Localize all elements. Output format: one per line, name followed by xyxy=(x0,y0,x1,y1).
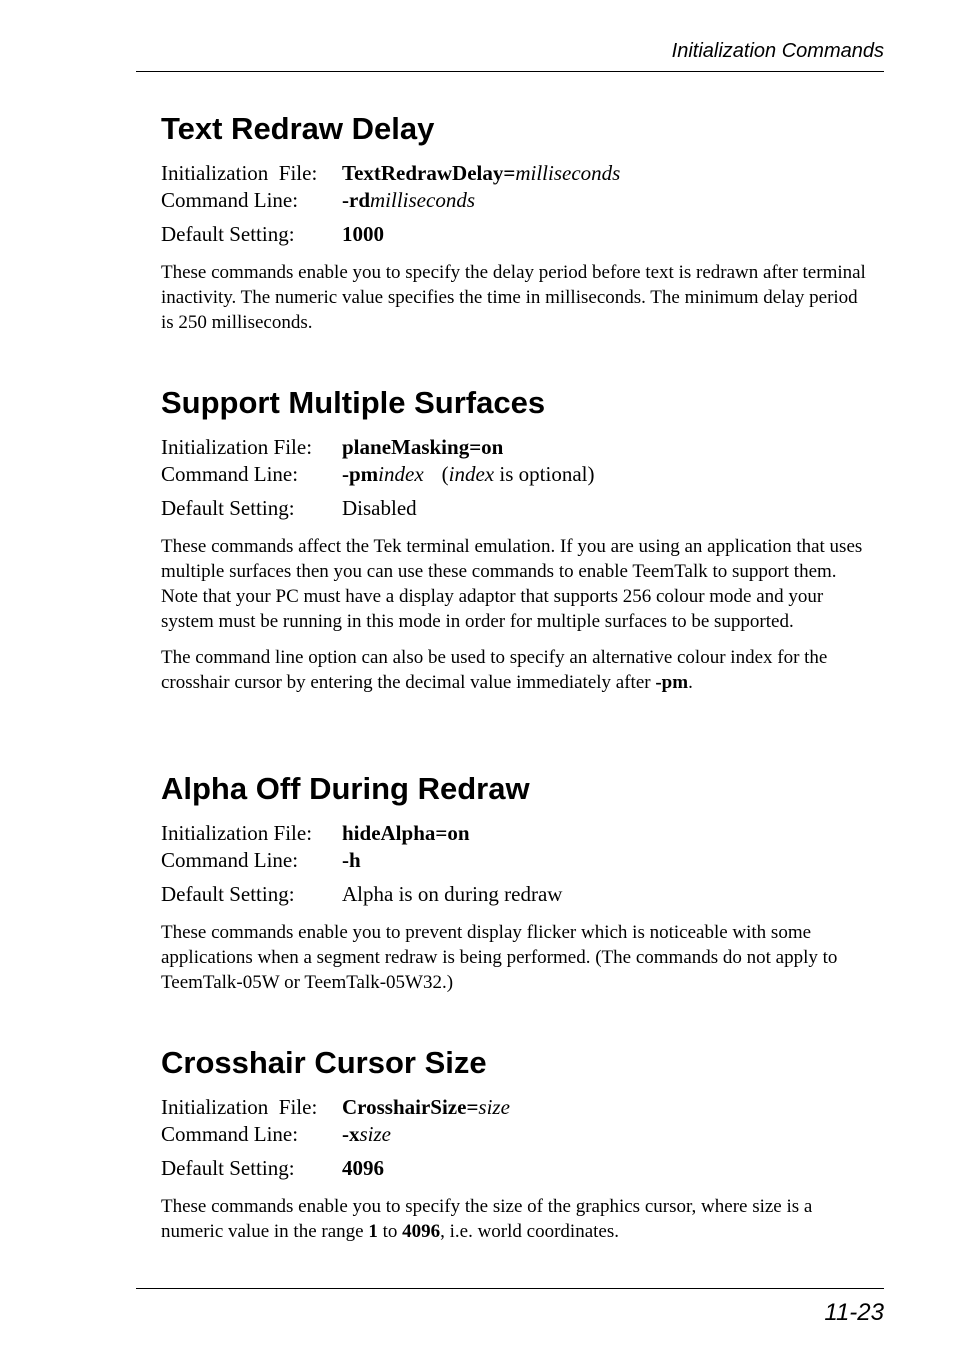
default-setting-label: Default Setting: xyxy=(161,882,295,906)
command-line-switch: -h xyxy=(342,848,361,872)
command-line-param: milliseconds xyxy=(370,188,475,212)
paragraph-connector: to xyxy=(377,1221,403,1242)
command-line-switch: -pm xyxy=(342,462,379,486)
default-setting-value: Disabled xyxy=(342,496,417,520)
init-file-row xyxy=(161,1094,871,1121)
default-setting-row xyxy=(161,495,871,522)
default-setting-row xyxy=(161,221,871,248)
init-file-label: Initialization File: xyxy=(161,161,318,185)
init-file-value xyxy=(342,434,503,461)
paragraph-end: , i.e. world coordinates. xyxy=(440,1221,619,1242)
description-paragraph-2 xyxy=(161,645,871,695)
init-file-value xyxy=(342,160,620,187)
command-line-note-param: index xyxy=(448,462,495,486)
init-file-value xyxy=(342,1094,510,1121)
init-file-row xyxy=(161,160,871,187)
init-file-value xyxy=(342,820,470,847)
command-line-switch: -x xyxy=(342,1122,360,1146)
command-line-label: Command Line: xyxy=(161,188,299,212)
default-setting-row xyxy=(161,1155,871,1182)
description-paragraph: These commands enable you to prevent display flicker which is noticeable with some applications when a segment redraw is being performed. (The commands do not apply to TeemTalk-05W or TeemTalk-05W32.) xyxy=(161,922,838,993)
range-min: 1 xyxy=(368,1221,378,1242)
init-file-keyword: TextRedrawDelay= xyxy=(342,161,516,185)
command-line-value xyxy=(342,461,594,488)
command-line-note-text: is optional) xyxy=(494,462,595,486)
command-line-param: index xyxy=(378,462,424,486)
section-title: Text Redraw Delay xyxy=(161,111,435,146)
default-setting-value xyxy=(342,221,384,248)
init-file-keyword: hideAlpha=on xyxy=(342,821,470,845)
footer-rule xyxy=(136,1288,884,1289)
command-line-row xyxy=(161,187,871,214)
command-line-label: Command Line: xyxy=(161,462,299,486)
init-file-label: Initialization File: xyxy=(161,435,313,459)
command-line-param: size xyxy=(359,1122,391,1146)
command-line-value xyxy=(342,1121,391,1148)
section-title: Crosshair Cursor Size xyxy=(161,1045,487,1080)
init-file-param: size xyxy=(478,1095,510,1119)
paragraph-text: These commands enable you to specify the size of the graphics cursor, where size is a numeric value in the range xyxy=(161,1196,813,1242)
description-paragraph xyxy=(161,1194,871,1244)
description-paragraph: These commands affect the Tek terminal emulation. If you are using an application that uses multiple surfaces then you can use these commands to enable TeemTalk to support them. Note that your PC must have a display adaptor that supports 256 colour mode and your system must be running in this mode in order for multiple surfaces to be supported. xyxy=(161,536,863,632)
init-file-keyword: planeMasking=on xyxy=(342,435,504,459)
init-file-label: Initialization File: xyxy=(161,1095,318,1119)
init-file-param: milliseconds xyxy=(515,161,621,185)
command-line-switch: -rd xyxy=(342,188,370,212)
default-setting-label: Default Setting: xyxy=(161,1156,295,1180)
default-setting-value xyxy=(342,1155,384,1182)
command-line-value xyxy=(342,847,361,874)
default-setting-text: 1000 xyxy=(342,222,384,246)
command-line-row xyxy=(161,461,871,488)
header-rule xyxy=(136,71,884,72)
command-line-value xyxy=(342,187,475,214)
section-text-redraw-delay xyxy=(161,111,871,335)
init-file-keyword: CrosshairSize= xyxy=(342,1095,479,1119)
default-setting-label: Default Setting: xyxy=(161,222,295,246)
command-line-row xyxy=(161,1121,871,1148)
section-title: Support Multiple Surfaces xyxy=(161,385,546,420)
section-support-multiple-surfaces xyxy=(161,385,871,695)
default-setting-text: 4096 xyxy=(342,1156,384,1180)
command-line-label: Command Line: xyxy=(161,1122,299,1146)
command-line-note-open: ( xyxy=(441,462,449,486)
init-file-row xyxy=(161,820,871,847)
default-setting-row xyxy=(161,881,871,908)
command-line-label: Command Line: xyxy=(161,848,299,872)
running-header: Initialization Commands xyxy=(671,40,884,62)
paragraph-end: . xyxy=(688,672,693,693)
paragraph-switch: -pm xyxy=(655,672,689,693)
section-crosshair-cursor-size xyxy=(161,1045,871,1244)
init-file-row xyxy=(161,434,871,461)
section-alpha-off-during-redraw xyxy=(161,771,871,995)
section-title: Alpha Off During Redraw xyxy=(161,771,530,806)
paragraph-text: The command line option can also be used to specify an alternative colour index for the crosshair cursor by entering the decimal value immediately after xyxy=(161,647,828,693)
init-file-label: Initialization File: xyxy=(161,821,313,845)
description-paragraph: These commands enable you to specify the delay period before text is redrawn after terminal inactivity. The numeric value specifies the time in milliseconds. The minimum delay period is 250 milliseconds. xyxy=(161,262,866,333)
command-line-row xyxy=(161,847,871,874)
range-max: 4096 xyxy=(402,1221,441,1242)
default-setting-value: Alpha is on during redraw xyxy=(342,882,563,906)
page-number: 11-23 xyxy=(824,1299,884,1326)
default-setting-label: Default Setting: xyxy=(161,496,295,520)
